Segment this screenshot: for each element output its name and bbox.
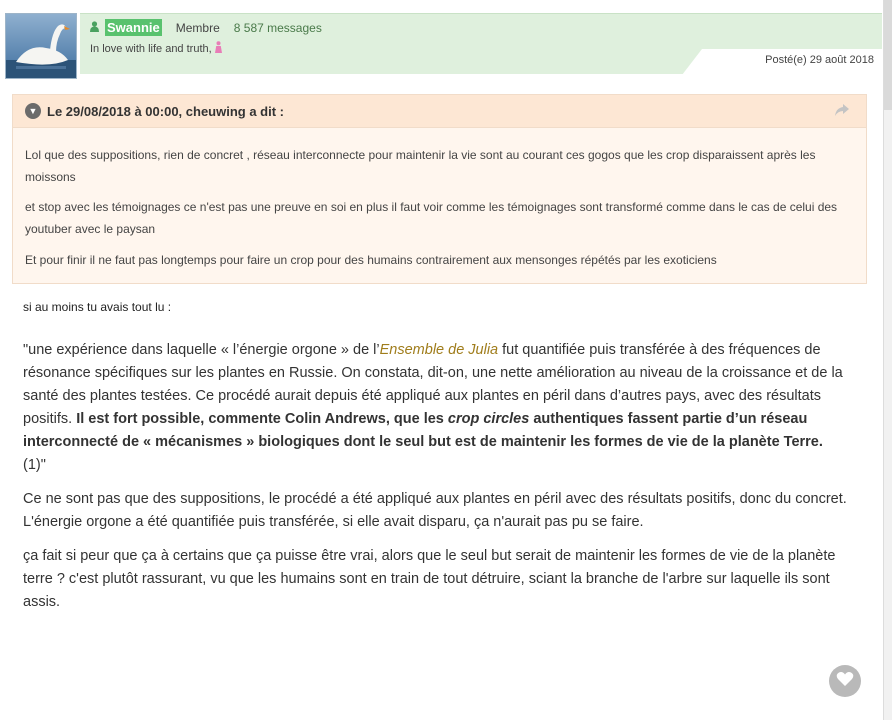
quote-paragraph: et stop avec les témoignages ce n'est pas une preuve en soi en plus il faut voir comme les témoignages sont transformé comme dans le cas de celui des youtuber avec le paysan — [25, 200, 838, 236]
like-button[interactable] — [829, 665, 861, 697]
female-icon — [214, 41, 223, 56]
citation-italic: crop circles — [447, 411, 530, 427]
quote-header[interactable] — [13, 95, 866, 128]
signature-text: In love with life and truth, — [90, 42, 212, 55]
author-header — [80, 13, 882, 74]
quote-paragraph: Lol que des suppositions, rien de concret , réseau interconnecte pour maintenir la vie sont au courant ces gogos que les crop disparaissent après les moissons — [25, 148, 816, 184]
citation-text: "une expérience dans laquelle « l’énergie orgone » de l’ — [23, 342, 380, 358]
citation-note: (1)" — [23, 457, 46, 473]
quote-title: Le 29/08/2018 à 00:00, cheuwing a dit : — [47, 103, 284, 119]
signature — [90, 41, 223, 56]
citation-text: fut quantifiée puis transférée à des fréquences de résonance spécifiques sur les plantes en Russie. On constata, dit-on, une nette amélioration au niveau de la croissance et de la santé des plantes testées. Ce procédé aurait depuis été appliqué aux plantes en péril dans d’autres pays, avec des résultats positifs. — [23, 342, 843, 427]
username-link[interactable]: Swannie — [107, 20, 160, 35]
ensemble-link[interactable]: Ensemble de Julia — [379, 342, 499, 358]
post-paragraph: Ce ne sont pas que des suppositions, le procédé a été appliqué aux plantes en péril avec des résultats positifs, donc du concret. L'énergie orgone a été quantifiée puis transférée, si elle avait disparu, ça n'aurait pas pu se faire. — [23, 491, 847, 530]
member-role: Membre — [175, 20, 220, 35]
share-icon[interactable] — [834, 103, 850, 120]
heart-icon — [836, 671, 854, 692]
quote-block — [12, 94, 867, 284]
swan-avatar-icon — [6, 14, 77, 79]
scrollbar[interactable] — [883, 0, 892, 720]
avatar[interactable] — [5, 13, 77, 79]
citation-bold: authentiques fassent partie d’un réseau interconnecté de « mécanismes » biologiques dont le seul but est de maintenir les formes de vie de la planète Terre. — [23, 411, 823, 450]
quote-paragraph: Et pour finir il ne faut pas longtemps pour faire un crop pour des humains contrairement aux mensonges répétés par les exoticiens — [25, 253, 717, 267]
citation-paragraph — [23, 339, 843, 477]
chevron-down-icon[interactable]: ▼ — [25, 103, 41, 119]
user-icon — [90, 21, 99, 35]
post-lead: si au moins tu avais tout lu : — [23, 300, 172, 314]
post-date[interactable]: Posté(e) 29 août 2018 — [765, 54, 874, 66]
post-paragraph: ça fait si peur que ça à certains que ça puisse être vrai, alors que le seul but serait de maintenir les formes de vie de la planète terre ? c'est plutôt rassurant, vu que les humains sont en train de tout détruire, sciant la branche de l'arbre sur laquelle ils sont assis. — [23, 548, 836, 610]
message-count: 8 587 messages — [233, 20, 322, 35]
citation-bold: Il est fort possible, commente Colin Andrews, que les — [76, 411, 448, 427]
author-line — [90, 19, 322, 36]
